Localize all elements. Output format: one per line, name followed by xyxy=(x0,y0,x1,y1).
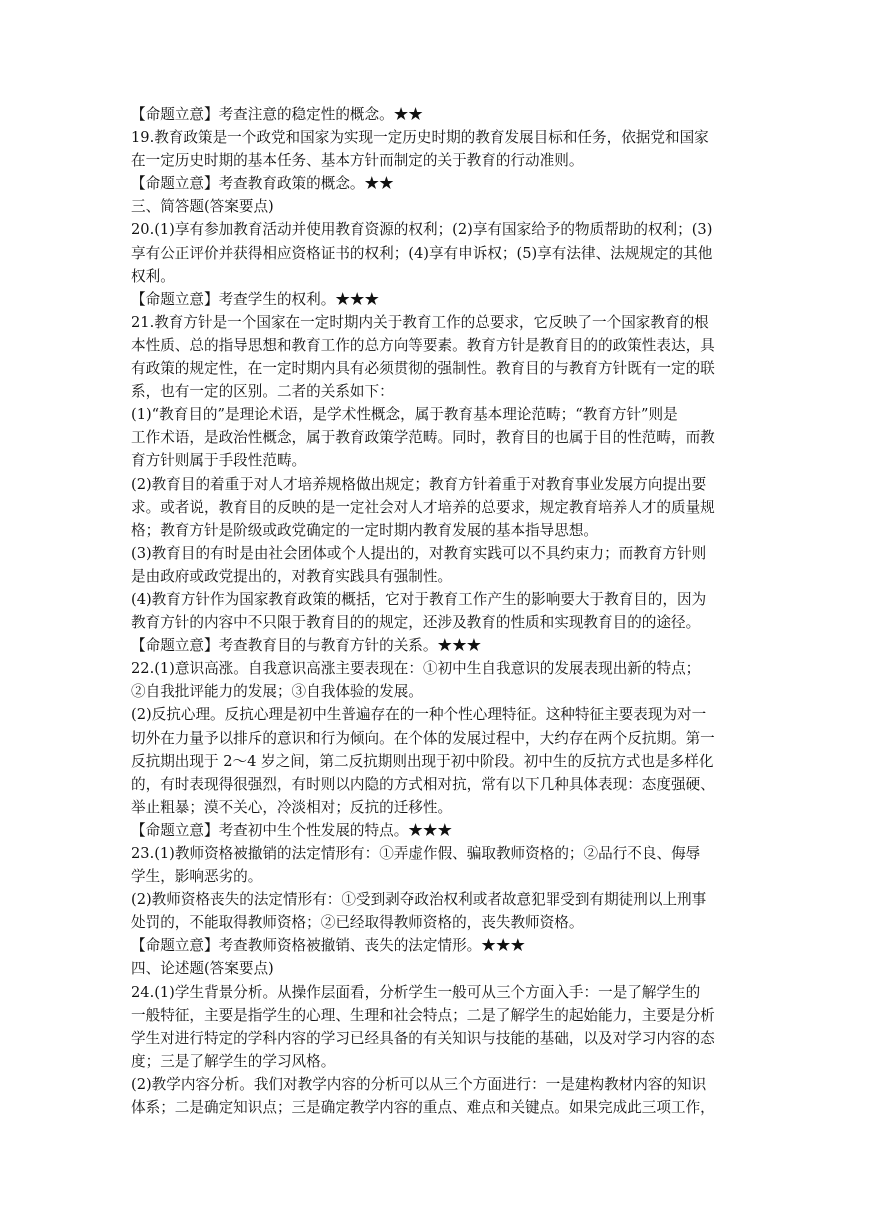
text-line: 学生对进行特定的学科内容的学习已经具备的有关知识与技能的基础，以及对学习内容的态 xyxy=(131,1029,715,1047)
text-line: 【命题立意】考查教育政策的概念。★★ xyxy=(131,175,394,193)
text-line: (2)教师资格丧失的法定情形有：①受到剥夺政治权利或者故意犯罪受到有期徒刑以上刑事 xyxy=(131,891,707,909)
text-line: 度；三是了解学生的学习风格。 xyxy=(131,1052,336,1070)
text-line: (1)“教育目的”是理论术语，是学术性概念，属于教育基本理论范畴；“教育方针”则是 xyxy=(131,406,678,424)
text-line: 育方针则属于手段性范畴。 xyxy=(131,452,307,470)
text-line: 21.教育方针是一个国家在一定时期内关于教育工作的总要求，它反映了一个国家教育的根 xyxy=(131,313,709,331)
text-line: 本性质、总的指导思想和教育工作的总方向等要素。教育方针是教育目的的政策性表达，具 xyxy=(131,336,715,354)
text-line: 举止粗暴；漠不关心，冷淡相对；反抗的迁移性。 xyxy=(131,798,453,816)
text-line: 【命题立意】考查初中生个性发展的特点。★★★ xyxy=(131,821,453,839)
text-line: 【命题立意】考查注意的稳定性的概念。★★ xyxy=(131,106,423,123)
section-heading: 四、论述题(答案要点) xyxy=(131,960,274,978)
text-line: 22.(1)意识高涨。自我意识高涨主要表现在：①初中生自我意识的发展表现出新的特点； xyxy=(131,660,701,678)
section-heading: 三、简答题(答案要点) xyxy=(131,198,274,216)
text-line: (4)教育方针作为国家教育政策的概括，它对于教育工作产生的影响要大于教育目的，因为 xyxy=(131,590,707,608)
text-line: 是由政府或政党提出的，对教育实践具有强制性。 xyxy=(131,567,453,585)
text-line: 享有公正评价并获得相应资格证书的权利；(4)享有申诉权；(5)享有法律、法规规定的其他 xyxy=(131,244,713,262)
text-line: 教育方针的内容中不只限于教育目的的规定，还涉及教育的性质和实现教育目的的途径。 xyxy=(131,614,701,632)
text-line: 体系；二是确定知识点；三是确定教学内容的重点、难点和关键点。如果完成此三项工作， xyxy=(131,1099,715,1117)
text-line: (3)教育目的有时是由社会团体或个人提出的，对教育实践可以不具约束力；而教育方针则 xyxy=(131,544,707,562)
text-line: (2)反抗心理。反抗心理是初中生普遍存在的一种个性心理特征。这种特征主要表现为对一 xyxy=(131,706,707,724)
text-line: 学生，影响恶劣的。 xyxy=(131,868,263,886)
text-line: ②自我批评能力的发展；③自我体验的发展。 xyxy=(131,683,423,701)
text-line: 格；教育方针是阶级或政党确定的一定时期内教育发展的基本指导思想。 xyxy=(131,521,599,539)
text-line: 20.(1)享有参加教育活动并使用教育资源的权利；(2)享有国家给予的物质帮助的权利；(3) xyxy=(131,221,713,239)
text-line: 求。或者说，教育目的反映的是一定社会对人才培养的总要求，规定教育培养人才的质量规 xyxy=(131,498,715,516)
text-line: 的，有时表现得很强烈，有时则以内隐的方式相对抗，常有以下几种具体表现：态度强硬、 xyxy=(131,775,715,793)
text-line: (2)教育目的着重于对人才培养规格做出规定；教育方针着重于对教育事业发展方向提出要 xyxy=(131,475,707,493)
text-line: 在一定历史时期的基本任务、基本方针而制定的关于教育的行动准则。 xyxy=(131,152,584,170)
text-line: 处罚的，不能取得教师资格；②已经取得教师资格的，丧失教师资格。 xyxy=(131,914,584,932)
text-line: 切外在力量予以排斥的意识和行为倾向。在个体的发展过程中，大约存在两个反抗期。第一 xyxy=(131,729,715,747)
document-body xyxy=(131,103,741,1119)
text-line: 一般特征，主要是指学生的心理、生理和社会特点；二是了解学生的起始能力，主要是分析 xyxy=(131,1006,715,1024)
text-line: 系，也有一定的区别。二者的关系如下： xyxy=(131,383,394,401)
text-line: 24.(1)学生背景分析。从操作层面看，分析学生一般可从三个方面入手：一是了解学生的 xyxy=(131,983,701,1001)
text-line: 反抗期出现于 2～4 岁之间，第二反抗期则出现于初中阶段。初中生的反抗方式也是多样化 xyxy=(131,752,714,770)
text-line: 23.(1)教师资格被撤销的法定情形有：①弄虚作假、骗取教师资格的；②品行不良、侮辱 xyxy=(131,845,701,862)
text-line: 【命题立意】考查教育目的与教育方针的关系。★★★ xyxy=(131,637,482,655)
text-line: 【命题立意】考查教师资格被撤销、丧失的法定情形。★★★ xyxy=(131,937,526,955)
text-line: 有政策的规定性，在一定时期内具有必须贯彻的强制性。教育目的与教育方针既有一定的联 xyxy=(131,360,715,378)
text-line: 工作术语，是政治性概念，属于教育政策学范畴。同时，教育目的也属于目的性范畴，而教 xyxy=(131,429,715,447)
text-line: 【命题立意】考查学生的权利。★★★ xyxy=(131,290,380,308)
text-line: 19.教育政策是一个政党和国家为实现一定历史时期的教育发展目标和任务，依据党和国家 xyxy=(131,129,709,147)
text-line: 权利。 xyxy=(131,267,175,285)
text-line: (2)教学内容分析。我们对教学内容的分析可以从三个方面进行：一是建构教材内容的知识 xyxy=(131,1075,707,1093)
